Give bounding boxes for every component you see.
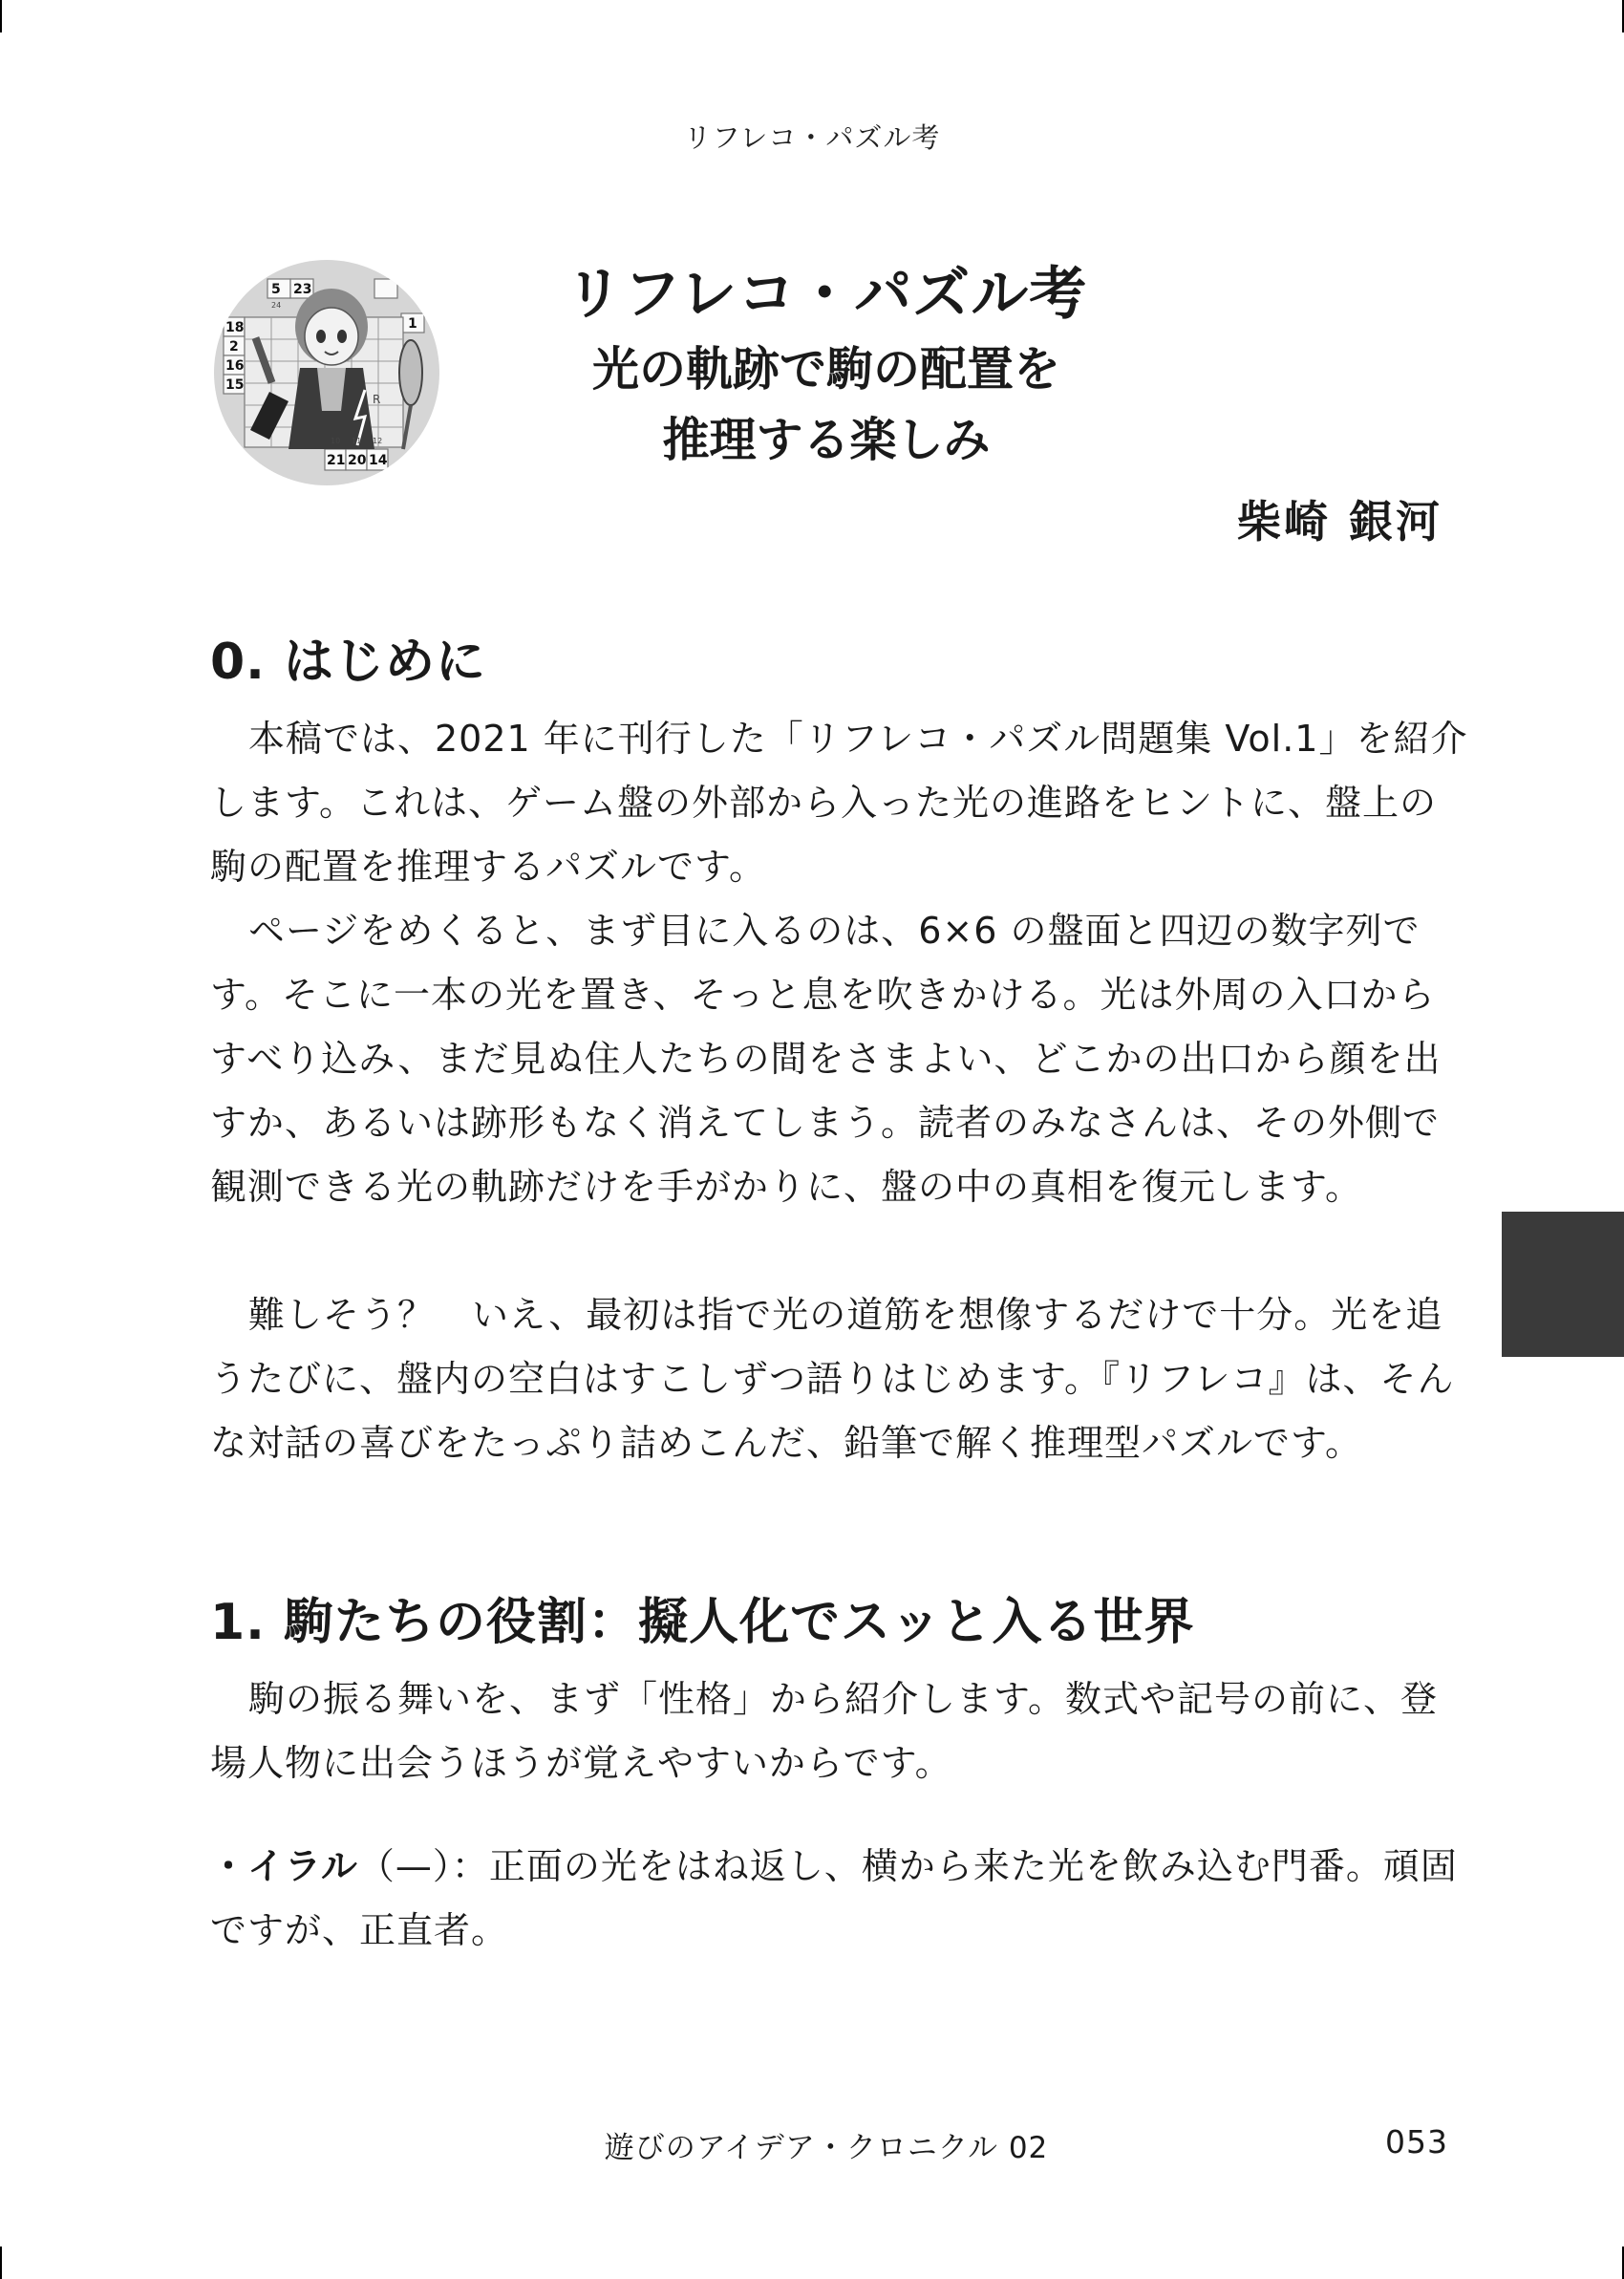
body-paragraph: 駒の振る舞いを、まず「性格」から紹介します。数式や記号の前に、登場人物に出会うほうが覚えやすいからです。 [210, 1678, 1438, 1784]
logo-number: 1 [408, 316, 417, 332]
logo-number: 2 [229, 339, 239, 355]
logo-number: 12 [373, 437, 383, 445]
running-head: リフレコ・パズル考 [683, 121, 941, 154]
logo-number: 23 [293, 282, 312, 297]
puzzle-character-logo [212, 258, 441, 487]
section-heading: 1. 駒たちの役割：擬人化でスッと入る世界 [210, 1594, 1195, 1651]
character-name: イラル [247, 1845, 358, 1887]
logo-number: 14 [369, 453, 388, 468]
logo-number: 11 [352, 437, 362, 445]
title-block [497, 258, 1156, 476]
page-number: 053 [1385, 2123, 1448, 2161]
author-name: 柴崎 銀河 [1236, 496, 1442, 548]
logo-number: R [373, 393, 381, 406]
logo-number: 16 [225, 358, 245, 374]
character-bullet [210, 1835, 1471, 1963]
crop-mark-top-left [0, 0, 2, 32]
article-subtitle-line: 光の軌跡で駒の配置を [591, 342, 1060, 397]
logo-number: 15 [225, 377, 245, 393]
character-description: 正面の光をはね返し、横から来た光を飲み込む門番。頑固ですが、正直者。 [210, 1845, 1458, 1951]
body-paragraph: ページをめくると、まず目に入るのは、6×6 の盤面と四辺の数字列です。そこに一本の光を置き、そっと息を吹きかける。光は外周の入口からすべり込み、まだ見ぬ住人たちの間をさまよい、どこかの出口から顔を出すか、あるいは跡形もなく消えてしまう。読者のみなさんは、その外側で観測できる光の軌跡だけを手がかりに、盤の中の真相を復元します。 [210, 910, 1442, 1208]
logo-number: 10 [331, 437, 341, 445]
logo-number: 5 [271, 282, 281, 297]
article-subtitle-line: 推理する楽しみ [662, 413, 991, 467]
bullet-marker: ・ [210, 1845, 248, 1887]
body-paragraph: 本稿では、2021 年に刊行した「リフレコ・パズル問題集 Vol.1」を紹介します。これは、ゲーム盤の外部から入った光の進路をヒントに、盤上の駒の配置を推理するパズルです。 [210, 718, 1468, 888]
thumb-index-tab [1502, 1212, 1624, 1357]
logo-number: 20 [348, 453, 367, 468]
crop-mark-bottom-left [0, 2247, 2, 2279]
section-heading: 0. はじめに [210, 634, 487, 691]
article-title: リフレコ・パズル考 [565, 261, 1088, 328]
logo-number: 18 [225, 320, 245, 335]
body-paragraph: 難しそう？ いえ、最初は指で光の道筋を想像するだけで十分。光を追うたびに、盤内の空白はすこしずつ語りはじめます。『リフレコ』は、そんな対話の喜びをたっぷり詰めこんだ、鉛筆で解く推理型パズルです。 [210, 1294, 1455, 1464]
character-symbol: （—）： [357, 1845, 489, 1887]
article-subtitle [497, 334, 1156, 476]
logo-number: 21 [327, 453, 346, 468]
footer-book-title: 遊びのアイデア・クロニクル 02 [604, 2131, 1049, 2165]
logo-number: 24 [271, 301, 282, 310]
